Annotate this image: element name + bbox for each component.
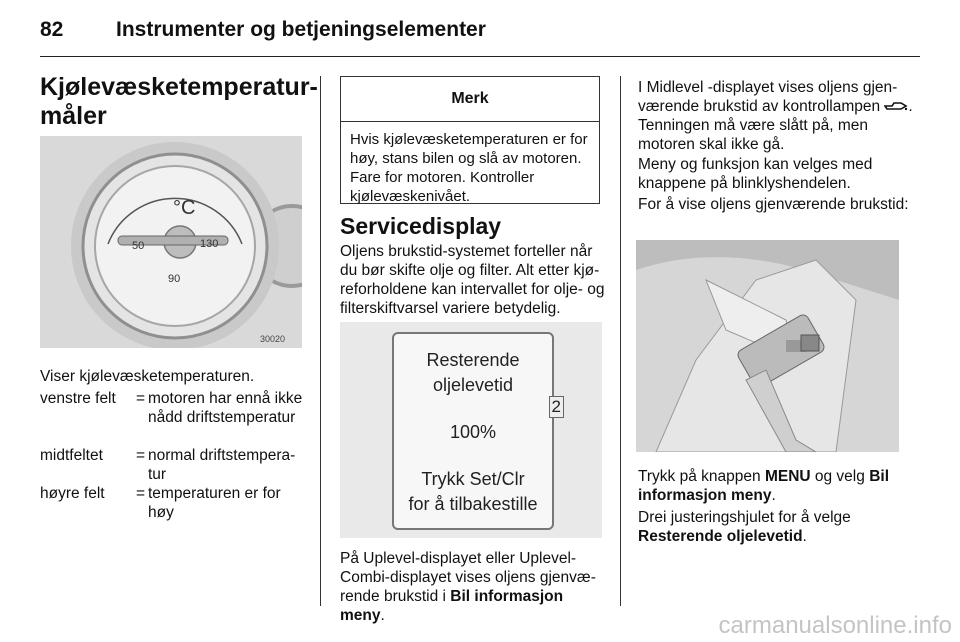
gauge-description: Viser kjølevæsketemperaturen. (40, 368, 255, 385)
oil-lamp-icon (884, 97, 908, 116)
page-title: Instrumenter og betjeningselementer (116, 18, 486, 41)
coolant-gauge-illustration (40, 136, 302, 348)
page-number: 82 (40, 18, 64, 41)
note-box (340, 76, 600, 204)
menu-paragraph: Meny og funksjon kan velges med knappene på blinklyshendelen. (638, 156, 873, 192)
column-divider (620, 76, 621, 606)
gauge-scale-low: 50 (132, 240, 145, 252)
oil-life-display-figure (340, 322, 602, 538)
note-text: Hvis kjølevæsketemperaturen er for høy, stans bilen og slå av motoren. Fare for motoren. Kontroller kjølevæskenivået. (350, 131, 588, 205)
watermark: carmanualsonline.info (718, 612, 952, 639)
coolant-gauge-heading: Kjølevæsketemperatur- måler (40, 73, 318, 130)
lever-illustration (636, 240, 899, 452)
display-screen: Resterende oljelevetid 2 100% Trykk Set/Clr for å tilbakestille (392, 332, 554, 530)
column-divider (320, 76, 321, 606)
note-title: Merk (341, 77, 599, 122)
uplevel-paragraph: På Uplevel-displayet eller Uplevel-Combi-displayet vises oljens gjenværende brukstid i Bil informasjon meny. (340, 550, 596, 624)
adjust-wheel-paragraph: Drei justeringshjulet for å velge Resterende oljelevetid. (638, 509, 851, 545)
gauge-unit: °C (173, 197, 196, 219)
display-percent: 100% (449, 422, 497, 442)
servicedisplay-paragraph: Oljens brukstid-systemet forteller når du bør skifte olje og filter. Alt etter kjøreforholdene kan intervallet for olje- og filterskiftvarsel variere betydelig. (340, 243, 605, 317)
gauge-scale-mid: 90 (168, 273, 181, 285)
midlevel-paragraph: I Midlevel -displayet vises oljens gjenværende brukstid av kontrollampen . Tenningen må være slått på, men motoren skal ikke gå. (638, 79, 913, 154)
turn-signal-lever-figure (636, 240, 899, 452)
display-index: 2 (549, 396, 564, 418)
figure-number: 30020 (260, 334, 286, 344)
coolant-gauge-figure (40, 136, 302, 348)
oil-life-instruction: For å vise oljens gjenværende brukstid: (638, 196, 909, 213)
page-header (40, 10, 920, 57)
press-menu-paragraph: Trykk på knappen MENU og velg Bil informasjon meny. (638, 468, 889, 504)
servicedisplay-heading: Servicedisplay (340, 213, 502, 239)
gauge-scale-high: 130 (200, 238, 219, 250)
